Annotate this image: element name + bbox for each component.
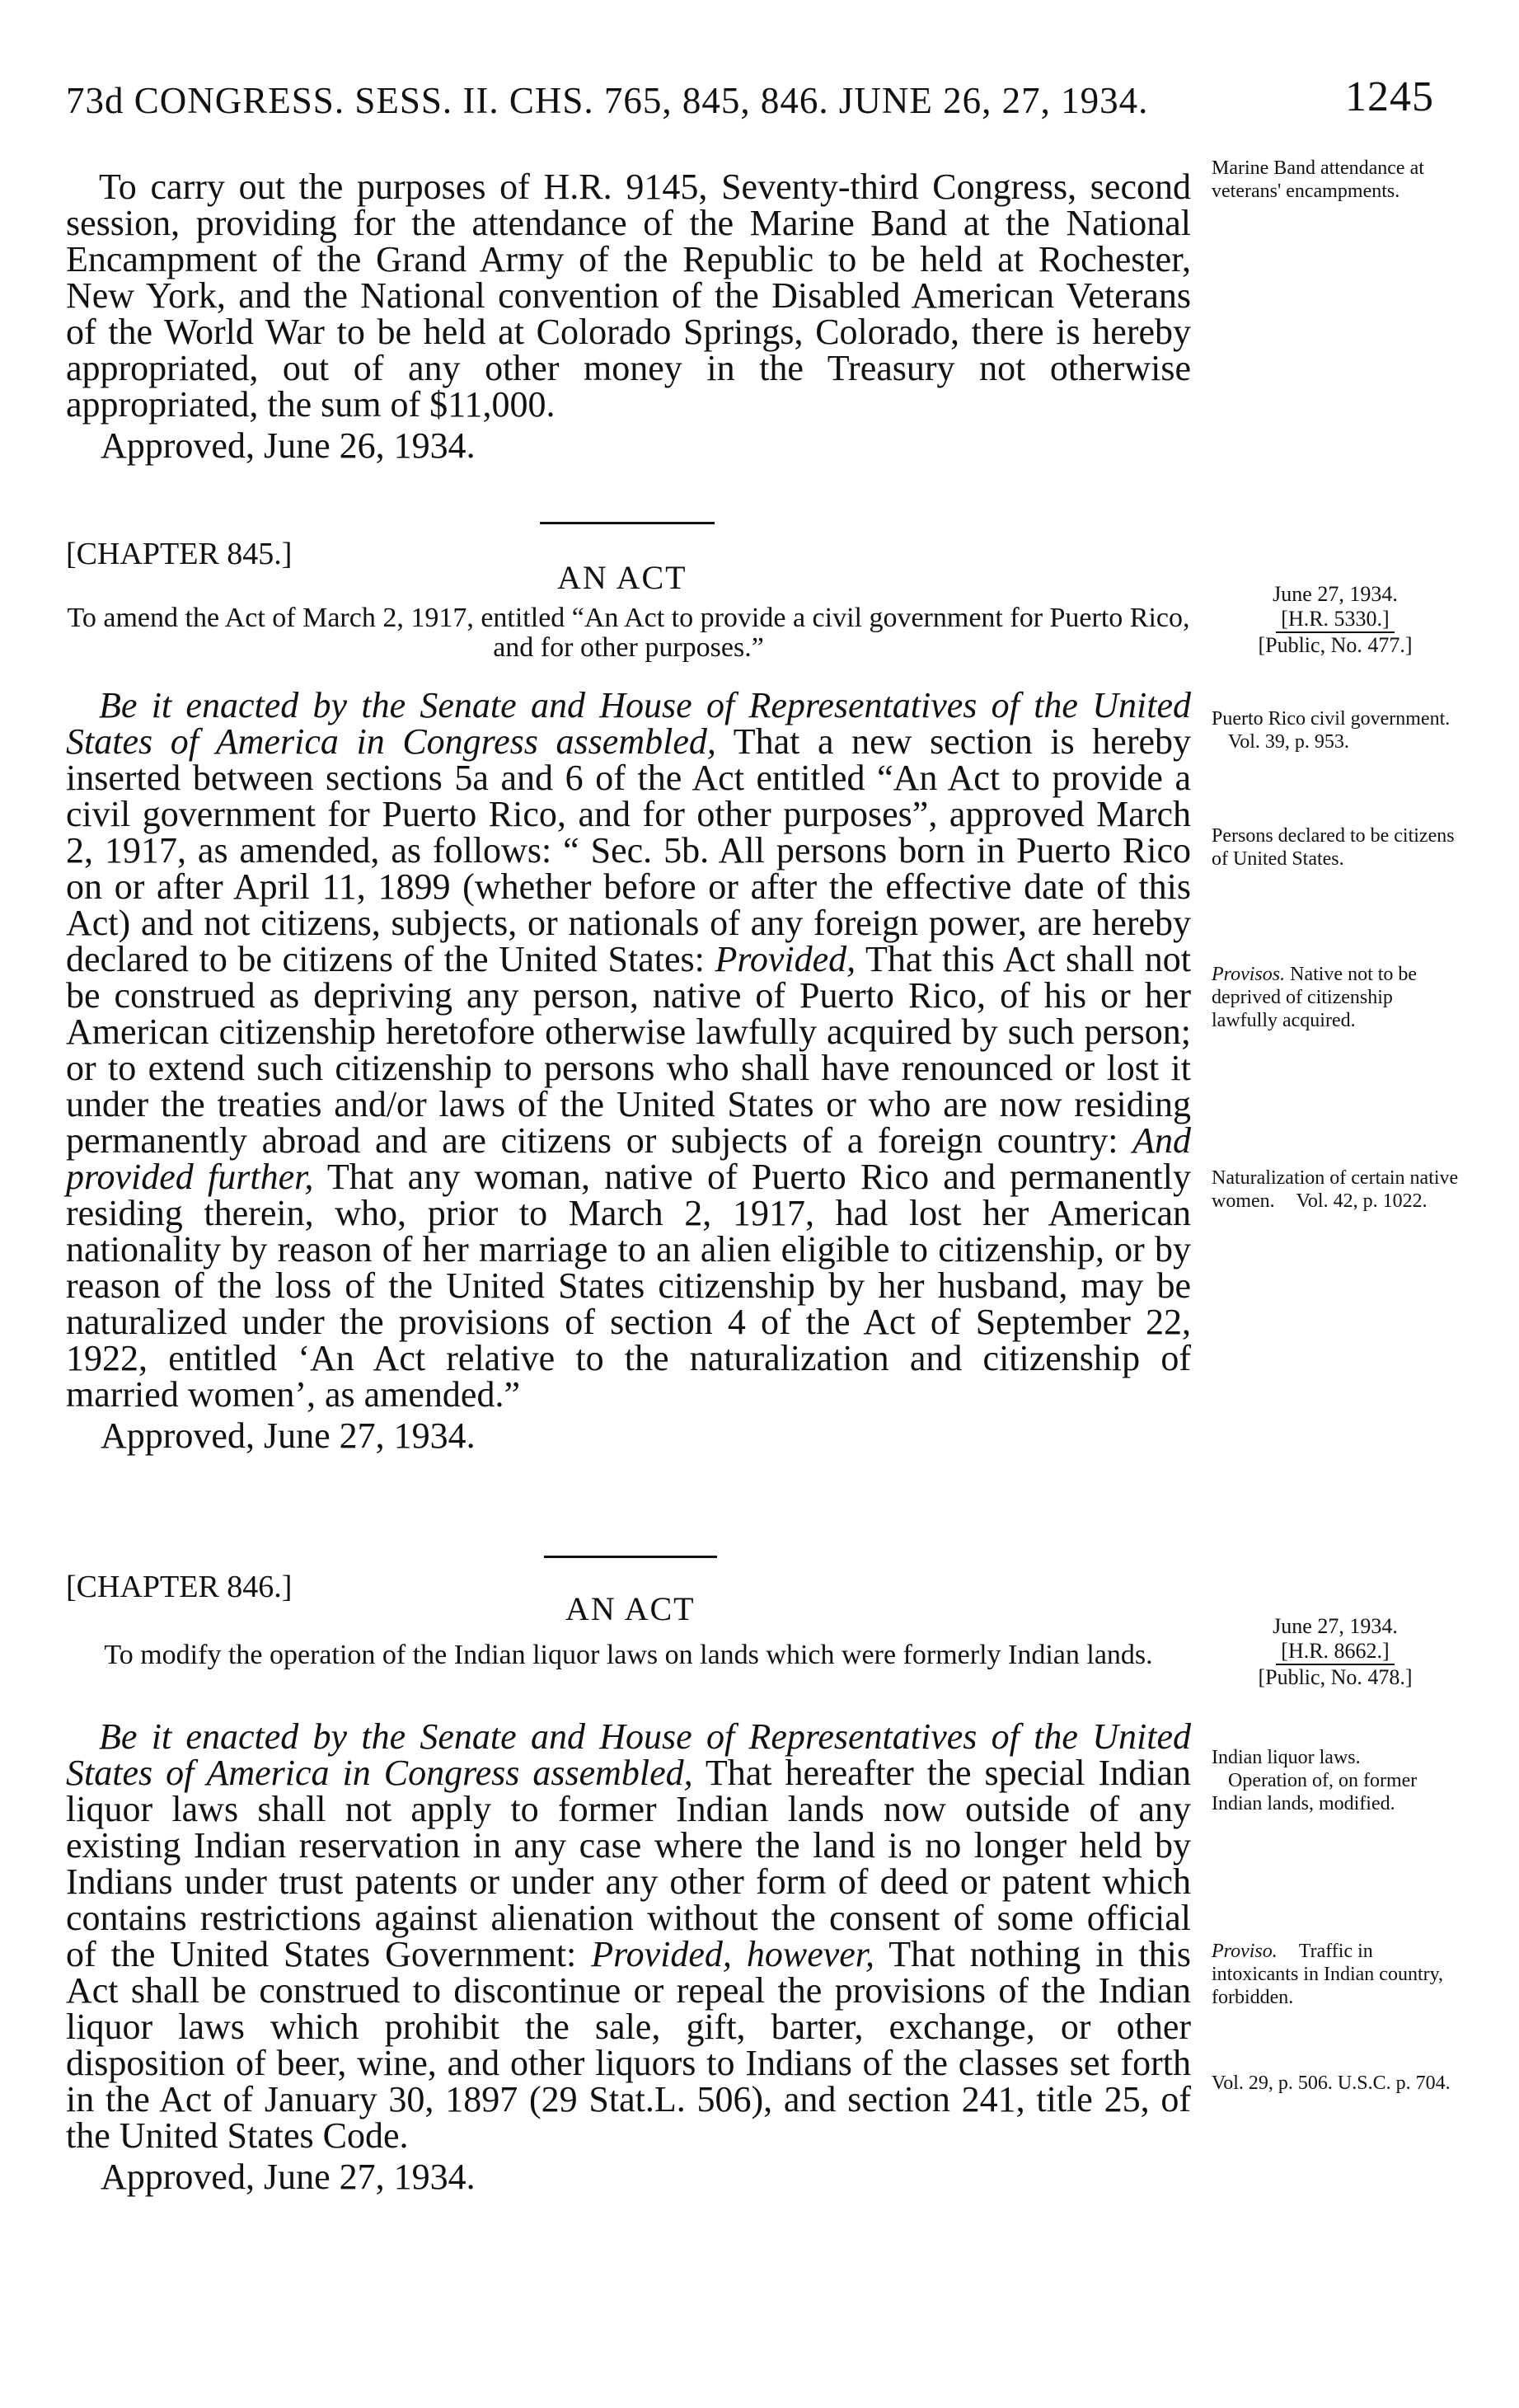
section-divider-2 xyxy=(544,1556,717,1558)
page-number: 1245 xyxy=(1345,73,1434,120)
public-law-846: [Public, No. 478.] xyxy=(1258,1665,1413,1689)
bill-number-846: [H.R. 8662.] xyxy=(1276,1639,1394,1665)
margin-note-proviso: Proviso. Traffic in intoxicants in Indian country, forbidden. xyxy=(1212,1941,1444,2008)
approved-line-845: Approved, June 27, 1934. xyxy=(101,1415,476,1456)
chapter-846-body xyxy=(66,1716,1191,2197)
bill-number-845: [H.R. 5330.] xyxy=(1276,607,1394,633)
public-law-845: [Public, No. 477.] xyxy=(1258,633,1413,657)
margin-note-naturalization: Naturalization of certain native women. Vol. 42, p. 1022. xyxy=(1212,1167,1459,1212)
act-date-846: June 27, 1934. xyxy=(1273,1614,1398,1638)
margin-note-citizens: Persons declared to be citizens of United States. xyxy=(1212,825,1455,870)
running-head-text: 73d CONGRESS. SESS. II. CHS. 765, 845, 846. JUNE 26, 27, 1934. xyxy=(66,80,1149,121)
act-description-846: To modify the operation of the Indian liquor laws on lands which were formerly Indian lands. xyxy=(104,1640,1153,1670)
margin-note-marine-band: Marine Band attendance at veterans' encampments. xyxy=(1212,157,1424,202)
chapter-845-text: Be it enacted by the Senate and House of Representatives of the United States of America in Congress assembled, That a new section is hereby inserted between sections 5a and 6 of the Act entitled “An Act to provide a civil government for Puerto Rico, and for other purposes”, approved March 2, 1917, as amended, as follows: “ Sec. 5b. All persons born in Puerto Rico on or after April 11, 1899 (whether before or after the effective date of this Act) and not citizens, subjects, or nationals of any foreign power, are hereby declared to be citizens of the United States: Provided, That this Act shall not be construed as depriving any person, native of Puerto Rico, of his or her American citizenship heretofore otherwise lawfully acquired by such person; or to extend such citizenship to persons who shall have renounced or lost it under the treaties and/or laws of the United States or who are now residing permanently abroad and are citizens or subjects of a foreign country: And provided further, That any woman, native of Puerto Rico and permanently residing therein, who, prior to March 2, 1917, had lost her American nationality by reason of her marriage to an alien eligible to citizenship, or by reason of the loss of the United States citizenship by her husband, may be naturalized under the provisions of section 4 of the Act of September 22, 1922, entitled ‘An Act relative to the naturalization and citizenship of married women’, as amended.” xyxy=(66,685,1192,1415)
margin-note-provisos: Provisos. Native not to be deprived of citizenship lawfully acquired. xyxy=(1212,964,1418,1031)
chapter-845-label: [CHAPTER 845.] xyxy=(66,537,293,571)
act-description-845: To amend the Act of March 2, 1917, entitled “An Act to provide a civil government for Puerto Rico, and for other purposes.” xyxy=(67,603,1190,663)
appropriation-paragraph: To carry out the purposes of H.R. 9145, Seventy-third Congress, second session, providing for the attendance of the Marine Band at the National Encampment of the Grand Army of the Republic to be held at Rochester, New York, and the National convention of the Disabled American Veterans of the World War to be held at Colorado Springs, Colorado, there is hereby appropriated, out of any other money in the Treasury not otherwise appropriated, the sum of $11,000. xyxy=(66,167,1191,425)
margin-note-indian-liquor: Indian liquor laws. Operation of, on former Indian lands, modified. xyxy=(1212,1747,1418,1814)
margin-note-references: Vol. 29, p. 506. U.S.C. p. 704. xyxy=(1212,2072,1451,2094)
approved-line-846: Approved, June 27, 1934. xyxy=(101,2157,476,2197)
act-title-846: AN ACT xyxy=(565,1590,696,1627)
act-info-846 xyxy=(1212,1614,1459,1690)
chapter-846-text: Be it enacted by the Senate and House of Representatives of the United States of America in Congress assembled, That hereafter the special Indian liquor laws shall not apply to former Indian lands now outside of any existing Indian reservation in any case where the land is no longer held by Indians under trust patents or under any other form of deed or patent which contains restrictions against alienation without the consent of some official of the United States Government: Provided, however, That nothing in this Act shall be construed to discontinue or repeal the provisions of the Indian liquor laws which prohibit the sale, gift, barter, exchange, or other disposition of beer, wine, and other liquors to Indians of the classes set forth in the Act of January 30, 1897 (29 Stat.L. 506), and section 241, title 25, of the United States Code. xyxy=(66,1716,1191,2156)
act-title-845: AN ACT xyxy=(557,559,687,596)
section-divider xyxy=(540,522,715,524)
chapter-845-body xyxy=(66,685,1192,1456)
act-date-845: June 27, 1934. xyxy=(1273,582,1398,606)
act-info-845 xyxy=(1212,582,1459,658)
running-header xyxy=(66,73,1434,122)
chapter-846-label: [CHAPTER 846.] xyxy=(66,1570,293,1604)
section-appropriation xyxy=(66,169,1191,464)
approved-line: Approved, June 26, 1934. xyxy=(101,425,476,466)
margin-note-puerto-rico: Puerto Rico civil government. Vol. 39, p. 953. xyxy=(1212,708,1451,753)
